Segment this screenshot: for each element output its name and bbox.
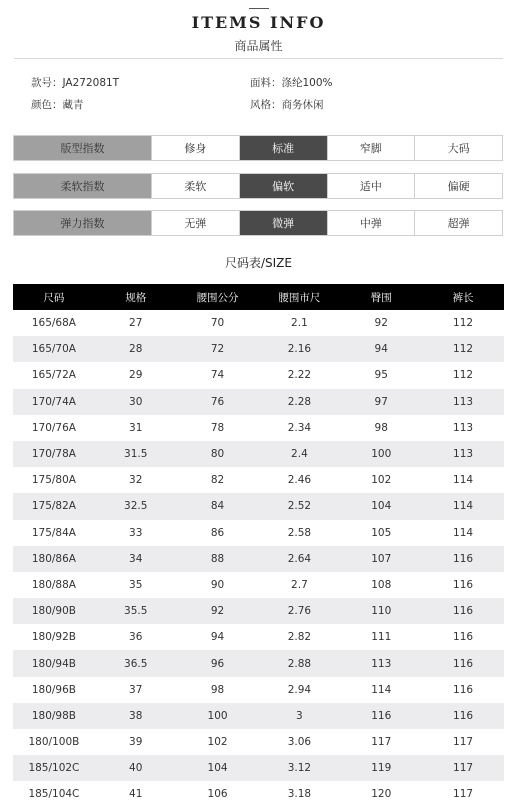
table-cell: 116 (453, 683, 474, 696)
table-cell: 185/102C (13, 755, 95, 781)
table-cell: 113 (453, 421, 474, 434)
fit-index-row (13, 135, 503, 161)
size-chart-title: 尺码表/SIZE (224, 256, 292, 270)
elasticity-index-label: 弹力指数 (14, 211, 151, 235)
table-cell: 112 (453, 317, 474, 330)
table-cell: 2.94 (287, 683, 312, 696)
table-cell: 98 (210, 683, 225, 696)
table-row (13, 336, 504, 362)
table-cell: 117 (422, 755, 504, 781)
table-cell: 37 (129, 683, 143, 696)
attr-item-no: 款号：JA272081T (31, 77, 120, 89)
table-cell: 80 (177, 441, 259, 467)
table-cell: 2.4 (258, 441, 340, 467)
softness-index-row (13, 173, 503, 199)
softness-option: 适中 (327, 174, 415, 198)
fit-option: 修身 (151, 136, 239, 160)
table-row (13, 703, 504, 729)
table-cell: 32 (129, 474, 143, 487)
fit-option: 大码 (414, 136, 502, 160)
table-cell: 3.06 (287, 736, 312, 749)
table-row (13, 598, 504, 624)
table-cell: 165/70A (13, 336, 95, 362)
table-cell: 104 (340, 493, 422, 519)
table-cell: 31.5 (95, 441, 177, 467)
table-cell: 28 (95, 336, 177, 362)
table-cell: 39 (129, 736, 143, 749)
table-cell: 92 (177, 598, 259, 624)
table-row (13, 389, 504, 415)
table-cell: 102 (371, 474, 392, 487)
elasticity-option: 无弹 (151, 211, 239, 235)
table-cell: 107 (340, 546, 422, 572)
table-row (13, 729, 504, 755)
size-chart-table (13, 284, 504, 808)
table-cell: 116 (453, 578, 474, 591)
table-row (13, 546, 504, 572)
table-cell: 180/86A (13, 546, 95, 572)
table-cell: 88 (177, 546, 259, 572)
table-cell: 2.1 (291, 317, 308, 330)
softness-option: 偏硬 (414, 174, 502, 198)
table-cell: 104 (177, 755, 259, 781)
table-cell: 2.28 (258, 389, 340, 415)
table-row (13, 677, 504, 703)
header-top-rule (249, 8, 269, 9)
table-cell: 120 (371, 788, 392, 801)
table-cell: 3.18 (287, 788, 312, 801)
attr-color: 颜色：藏青 (31, 99, 84, 111)
table-cell: 180/92B (31, 631, 76, 644)
elasticity-option-selected: 微弹 (239, 211, 327, 235)
table-cell: 165/72A (31, 369, 76, 382)
table-cell: 82 (210, 474, 225, 487)
table-row (13, 572, 504, 598)
table-cell: 2.82 (287, 631, 312, 644)
table-cell: 175/80A (31, 474, 76, 487)
table-cell: 94 (340, 336, 422, 362)
table-row (13, 467, 504, 493)
elasticity-option: 超弹 (414, 211, 502, 235)
table-cell: 116 (453, 631, 474, 644)
table-cell: 95 (374, 369, 388, 382)
table-row (13, 755, 504, 781)
table-cell: 34 (95, 546, 177, 572)
table-cell: 111 (371, 631, 392, 644)
softness-option-selected: 偏软 (239, 174, 327, 198)
table-row (13, 624, 504, 650)
table-cell: 35.5 (95, 598, 177, 624)
table-cell: 2.58 (287, 526, 312, 539)
table-cell: 106 (207, 788, 228, 801)
column-header: 规格 (95, 284, 177, 310)
table-cell: 94 (210, 631, 225, 644)
table-cell: 113 (422, 441, 504, 467)
table-cell: 114 (453, 474, 474, 487)
table-cell: 2.16 (258, 336, 340, 362)
table-cell: 76 (177, 389, 259, 415)
table-cell: 114 (422, 493, 504, 519)
table-cell: 27 (129, 317, 143, 330)
table-cell: 175/84A (31, 526, 76, 539)
table-cell: 74 (210, 369, 225, 382)
table-cell: 119 (340, 755, 422, 781)
table-cell: 33 (129, 526, 143, 539)
table-cell: 170/76A (31, 421, 76, 434)
table-cell: 2.22 (287, 369, 312, 382)
table-row (13, 415, 504, 441)
table-cell: 117 (453, 736, 474, 749)
fit-option-selected: 标准 (239, 136, 327, 160)
table-cell: 2.52 (258, 493, 340, 519)
table-cell: 2.64 (258, 546, 340, 572)
table-cell: 78 (210, 421, 225, 434)
table-cell: 114 (371, 683, 392, 696)
table-cell: 114 (453, 526, 474, 539)
table-cell: 117 (371, 736, 392, 749)
table-cell: 113 (422, 389, 504, 415)
table-cell: 180/88A (31, 578, 76, 591)
table-cell: 175/82A (13, 493, 95, 519)
table-cell: 38 (95, 703, 177, 729)
column-header: 裤长 (422, 284, 504, 310)
attr-style: 风格：商务休闲 (250, 99, 324, 111)
attr-fabric: 面料：涤纶100% (250, 77, 333, 89)
table-cell: 84 (177, 493, 259, 519)
table-cell: 32.5 (95, 493, 177, 519)
table-cell: 3.12 (258, 755, 340, 781)
page-title: ITEMS INFO (191, 13, 326, 32)
table-row (13, 493, 504, 519)
table-cell: 41 (129, 788, 143, 801)
table-cell: 70 (210, 317, 225, 330)
table-cell: 116 (422, 650, 504, 676)
elasticity-option: 中弹 (327, 211, 415, 235)
table-cell: 40 (95, 755, 177, 781)
table-cell: 116 (340, 703, 422, 729)
table-cell: 96 (177, 650, 259, 676)
table-cell: 72 (177, 336, 259, 362)
column-header: 腰围公分 (177, 284, 259, 310)
table-cell: 102 (207, 736, 228, 749)
table-cell: 35 (129, 578, 143, 591)
table-row (13, 441, 504, 467)
table-cell: 30 (95, 389, 177, 415)
table-cell: 2.46 (287, 474, 312, 487)
table-cell: 180/96B (31, 683, 76, 696)
header-divider (14, 58, 503, 59)
softness-option: 柔软 (151, 174, 239, 198)
fit-option: 窄脚 (327, 136, 415, 160)
table-cell: 180/90B (13, 598, 95, 624)
softness-index-label: 柔软指数 (14, 174, 151, 198)
elasticity-index-row (13, 210, 503, 236)
table-cell: 31 (129, 421, 143, 434)
table-row (13, 781, 504, 807)
page-subtitle: 商品属性 (234, 39, 283, 53)
table-cell: 36 (129, 631, 143, 644)
table-row (13, 310, 504, 336)
table-cell: 108 (371, 578, 392, 591)
table-cell: 105 (371, 526, 392, 539)
table-cell: 36.5 (95, 650, 177, 676)
size-chart-header-row (13, 284, 504, 310)
table-cell: 113 (340, 650, 422, 676)
table-cell: 116 (422, 703, 504, 729)
table-cell: 2.34 (287, 421, 312, 434)
table-cell: 112 (422, 336, 504, 362)
column-header: 臀围 (340, 284, 422, 310)
table-cell: 97 (340, 389, 422, 415)
table-row (13, 362, 504, 388)
table-row (13, 520, 504, 546)
table-cell: 112 (453, 369, 474, 382)
table-cell: 117 (453, 788, 474, 801)
table-cell: 29 (129, 369, 143, 382)
table-cell: 98 (374, 421, 388, 434)
table-cell: 180/94B (13, 650, 95, 676)
table-cell: 170/74A (13, 389, 95, 415)
column-header: 尺码 (13, 284, 95, 310)
fit-index-label: 版型指数 (14, 136, 151, 160)
table-cell: 170/78A (13, 441, 95, 467)
table-cell: 2.76 (258, 598, 340, 624)
column-header: 腰围市尺 (258, 284, 340, 310)
table-cell: 110 (340, 598, 422, 624)
table-cell: 2.7 (291, 578, 308, 591)
table-cell: 2.88 (258, 650, 340, 676)
table-row (13, 650, 504, 676)
table-cell: 86 (210, 526, 225, 539)
table-cell: 92 (374, 317, 388, 330)
table-cell: 116 (422, 598, 504, 624)
table-cell: 100 (340, 441, 422, 467)
table-cell: 3 (258, 703, 340, 729)
table-cell: 116 (422, 546, 504, 572)
table-cell: 180/98B (13, 703, 95, 729)
table-cell: 90 (210, 578, 225, 591)
table-cell: 100 (177, 703, 259, 729)
table-cell: 180/100B (28, 736, 80, 749)
table-cell: 165/68A (31, 317, 76, 330)
table-cell: 185/104C (28, 788, 80, 801)
